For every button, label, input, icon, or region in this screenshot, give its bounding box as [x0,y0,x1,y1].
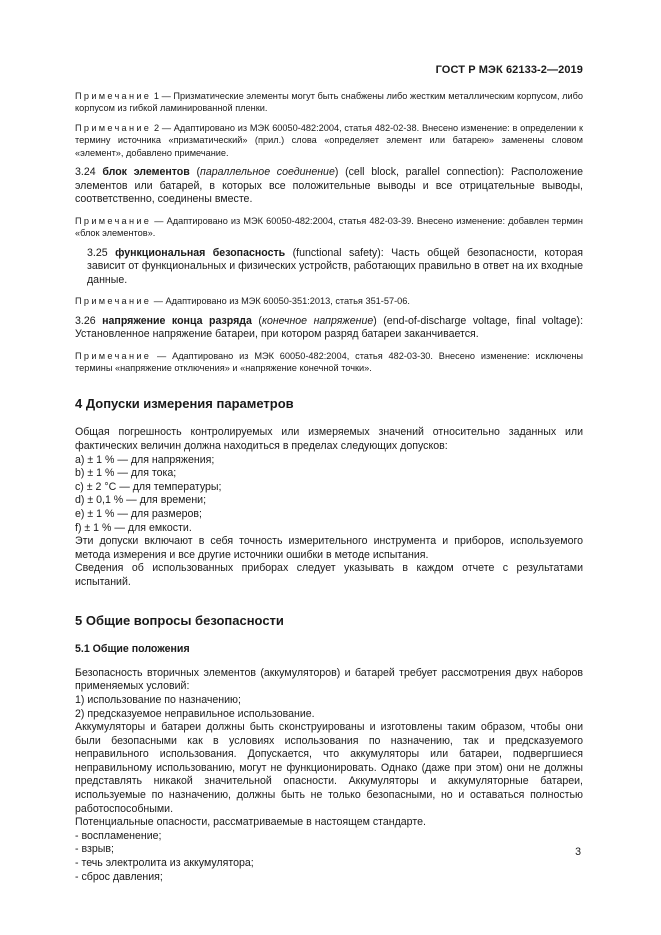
note-2 [75,122,583,159]
list-item: f) ± 1 % — для емкости. [75,521,192,534]
section-4-title: 4 Допуски измерения параметров [75,395,294,411]
note-text: — Адаптировано из МЭК 60050-482:2004, статья 482-03-30. Внесено изменение: исключены термины «напряжение отключения» и «напряжение конечной точки». [75,351,583,374]
note-text: 1 — Призматические элементы могут быть снабжены либо жестким металлическим корпусом, либо корпусом из гибкой ламинированной пленки. [75,91,583,114]
list-item: 1) использование по назначению; [75,693,241,706]
term-alt: параллельное соединение [200,166,335,179]
note-text: — Адаптировано из МЭК 60050-482:2004, статья 482-03-39. Внесено изменение: добавлен термин «блок элементов». [75,215,583,239]
section-5-para-3: Потенциальные опасности, рассматриваемые в настоящем стандарте. [75,816,426,829]
section-4-intro: Общая погрешность контролируемых или измеряемых значений относительно заданных или фактических величин должна находиться в пределах следующих допусков: [75,426,583,452]
section-5-para-2: Аккумуляторы и батареи должны быть сконструированы и изготовлены таким образом, чтобы они были безопасными как в условиях использования по назначению, так и предсказуемого неправильного использования. Допускается, что аккумуляторы или батареи, подвергшиеся неправильному использованию, могут не функционировать. Однако (даже при этом) они не должны представлять никакой значительной опасности. Аккумуляторы и аккумуляторные батареи, используемые по назначению, должны быть не только безопасными, но и оставаться полностью работоспособными. [75,721,583,815]
list-item: d) ± 0,1 % — для времени; [75,494,207,507]
term-number: 3.26 [75,314,103,327]
term-definition: (functional safety): Часть общей безопасности, которая зависит от функциональных и физических устройств, работающих правильно в ответ на их входные данные. [87,246,583,286]
term-alt: конечное напряжение [261,314,374,327]
term-3-25 [75,247,583,288]
document-header: ГОСТ Р МЭК 62133-2—2019 [435,64,583,76]
page-content [75,90,583,884]
section-4-para-2: Эти допуски включают в себя точность измерительного инструмента и приборов, используемого метода измерения и все другие источники ошибки в методе испытания. [75,535,583,561]
term-name: напряжение конца разряда [102,314,252,327]
section-5-title: 5 Общие вопросы безопасности [75,612,284,628]
tolerance-list [75,454,583,536]
list-item: 2) предсказуемое неправильное использование. [75,707,315,720]
list-item: e) ± 1 % — для размеров; [75,507,202,520]
term-definition: (end-of-discharge voltage, final voltage): Установленное напряжение батареи, при котором разряд батареи заканчивается. [75,314,584,341]
note-label: Примечание [75,122,152,133]
page-number: 3 [575,846,581,858]
term-3-26: 3.26 напряжение конца разряда (конечное напряжение) (end-of-discharge voltage, final voltage): Установленное напряжение батареи, при котором разряд батареи заканчивается. [75,314,584,341]
note-3-26 [75,350,583,375]
note-label: Примечание [75,296,152,307]
list-item: - взрыв; [75,843,114,856]
term-3-24: 3.24 блок элементов (параллельное соединение) (cell block, parallel connection): Расположение элементов или батарей, в которых все положительные выводы и все отрицательные выводы, соответственно, соединены вместе. [75,166,583,206]
note-label: Примечание [75,215,152,226]
list-item: b) ± 1 % — для тока; [75,467,177,480]
section-4-para-3: Сведения об использованных приборах следует указывать в каждом отчете с результатами испытаний. [75,562,583,588]
note-1 [75,90,583,115]
list-item: c) ± 2 °C — для температуры; [75,480,222,493]
list-item: - сброс давления; [75,870,163,883]
term-definition: (cell block, parallel connection): Расположение элементов или батарей, в которых все положительные выводы и все отрицательные выводы, соответственно, соединены вместе. [75,166,583,206]
section-5-para-1: Безопасность вторичных элементов (аккумуляторов) и батарей требует рассмотрения двух наборов применяемых условий: [75,666,583,693]
note-3-24 [75,215,583,240]
conditions-list [75,694,583,721]
subsection-5-1-title: 5.1 Общие положения [75,643,190,656]
note-text: 2 — Адаптировано из МЭК 60050-482:2004, статья 482-02-38. Внесено изменение: в определении к термину источника «призматический» (прил.) слова «определяет элемент или батарею» заменены словом «элемент», добавлено примечание. [75,122,583,158]
note-3-25 [75,295,583,307]
note-label: Примечание [75,91,152,101]
term-number: 3.24 [75,166,103,179]
note-label: Примечание [75,351,152,361]
list-item: a) ± 1 % — для напряжения; [75,453,215,466]
term-number: 3.25 [87,246,116,259]
term-name: блок элементов [102,166,190,179]
note-text: — Адаптировано из МЭК 60050-351:2013, статья 351-57-06. [151,296,410,307]
list-item: - воспламенение; [75,829,162,842]
hazards-list [75,830,583,884]
list-item: - течь электролита из аккумулятора; [75,857,254,870]
term-name: функциональная безопасность [115,246,286,259]
